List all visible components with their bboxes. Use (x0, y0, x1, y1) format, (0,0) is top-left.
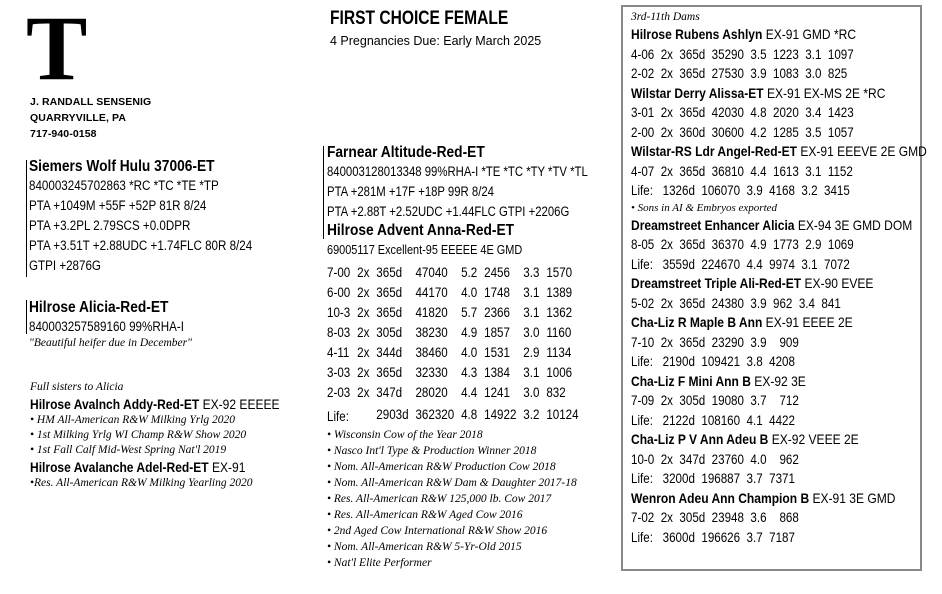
consignor-name: J. RANDALL SENSENIG (30, 96, 152, 108)
pedigree-dam-name-row (631, 216, 913, 236)
pedigree-record-line: Life: 3600d 196626 3.7 7187 (631, 529, 795, 545)
honor-item: • 2nd Aged Cow International R&W Show 2016 (327, 525, 548, 537)
pedigree-record-line: Life: 2190d 109421 3.8 4208 (631, 354, 795, 369)
table-cell: 2.9 (523, 345, 540, 360)
pedigree-dam-class: EX-92 VEEE 2E (768, 431, 859, 447)
divider (26, 300, 27, 334)
pedigree-dam-name-row (631, 430, 876, 450)
honor-item: • Res. All-American R&W Aged Cow 2016 (327, 509, 523, 521)
table-cell: 41820 (415, 305, 448, 320)
sister-note: • 1st Milking Yrlg WI Champ R&W Show 2020 (30, 429, 247, 441)
table-cell: 305d (376, 325, 403, 340)
table-cell: 6-00 (327, 285, 351, 300)
table-cell: 8-03 (327, 325, 351, 340)
pedigree-dam-name-row (631, 25, 876, 45)
pedigree-record-line: 7-09 2x 305d 19080 3.7 712 (631, 393, 799, 408)
pedigree-dam-class: EX-94 3E GMD DOM (794, 216, 913, 233)
consignor-town: QUARRYVILLE, PA (30, 112, 127, 124)
table-cell: 2-03 (327, 385, 351, 400)
table-cell: 2x (357, 305, 370, 320)
table-cell: 365d (376, 365, 403, 380)
pedigree-dam-name-row (631, 489, 896, 509)
pedigree-dam-class: EX-91 3E GMD (809, 489, 896, 506)
table-cell: 2x (357, 265, 370, 280)
lifetime-row (327, 403, 585, 427)
pedigree-dam-name-row (631, 313, 876, 333)
table-cell: 10124 (546, 407, 579, 422)
honor-item: • Nom. All-American R&W Dam & Daughter 2017-18 (327, 477, 577, 489)
sister-name-row (30, 458, 280, 476)
table-cell: 365d (376, 305, 403, 320)
pedigree-record-line: 2-02 2x 365d 27530 3.9 1083 3.0 825 (631, 66, 848, 81)
honor-item: • Nom. All-American R&W Production Cow 2018 (327, 461, 556, 473)
table-row (327, 263, 585, 283)
sister-name: Hilrose Avalanche Adel-Red-ET (30, 459, 209, 475)
pedigree-record-line: 8-05 2x 365d 36370 4.9 1773 2.9 1069 (631, 237, 854, 252)
table-cell: 38460 (415, 345, 448, 360)
table-cell: 4.3 (461, 365, 478, 380)
table-cell: 4.0 (461, 285, 478, 300)
table-cell: 3.0 (523, 325, 540, 340)
table-cell: 1570 (546, 265, 573, 280)
divider (26, 160, 27, 277)
dam-records (327, 263, 594, 427)
sire-name: Siemers Wolf Hulu 37006-ET (29, 158, 215, 175)
pedigree-list (631, 10, 927, 547)
table-cell: 1531 (484, 345, 510, 360)
logo-letter: T (26, 0, 88, 99)
table-cell: 1160 (546, 325, 572, 340)
female-id: 840003257589160 99%RHA-I (29, 319, 184, 334)
table-cell: 3.1 (523, 365, 540, 380)
table-cell: 2x (357, 345, 370, 360)
sister-class: EX-91 (208, 459, 246, 475)
sire-line: PTA +3.2PL 2.79SCS +0.0DPR (29, 218, 191, 233)
female-block (29, 299, 209, 349)
maternal-sire-name: Farnear Altitude-Red-ET (327, 144, 485, 161)
pedigree-dam-name: Dreamstreet Triple Ali-Red-ET (631, 275, 802, 291)
sister-note: • 1st Fall Calf Mid-West Spring Nat'l 2019 (30, 444, 227, 456)
table-row (327, 363, 585, 383)
table-cell: 5.7 (461, 305, 478, 320)
pedigree-record-line: 5-02 2x 365d 24380 3.9 962 3.4 841 (631, 295, 841, 311)
pedigree-record-line: 3-01 2x 365d 42030 4.8 2020 3.4 1423 (631, 105, 854, 120)
pedigree-dam-name-row (631, 142, 927, 162)
dam-name: Hilrose Advent Anna-Red-ET (327, 222, 515, 239)
pedigree-dam-name: Cha-Liz F Mini Ann B (631, 372, 751, 389)
sister-note: • HM All-American R&W Milking Yrlg 2020 (30, 414, 236, 426)
pedigree-record-line: Life: 1326d 106070 3.9 4168 3.2 3415 (631, 183, 850, 198)
table-cell: 365d (376, 285, 403, 300)
pedigree-record-line: Life: 2122d 108160 4.1 4422 (631, 412, 795, 428)
pedigree-note: • Sons in AI & Embryos exported (631, 201, 778, 214)
table-cell: 3.2 (523, 407, 540, 422)
pedigree-record-line: Life: 3200d 196887 3.7 7371 (631, 471, 795, 486)
sister-name-row (30, 395, 280, 413)
maternal-sire-line: 840003128013348 99%RHA-I *TE *TC *TY *TV *TL (327, 164, 588, 179)
honor-item: • Wisconsin Cow of the Year 2018 (327, 429, 483, 441)
table-cell: 10-3 (327, 305, 351, 320)
table-cell: 832 (546, 385, 566, 400)
sire-block (29, 158, 289, 276)
honor-item: • Nat'l Elite Performer (327, 557, 432, 569)
table-cell: 2x (357, 385, 370, 400)
pedigree-record-line: Life: 3559d 224670 4.4 9974 3.1 7072 (631, 256, 850, 272)
pedigree-dam-class: EX-91 GMD *RC (762, 26, 857, 42)
table-cell: 38230 (415, 325, 448, 340)
consignor-phone: 717-940-0158 (30, 128, 97, 140)
table-cell: 3.1 (523, 285, 540, 300)
sisters-heading: Full sisters to Alicia (30, 381, 124, 393)
table-cell: 4.8 (461, 407, 478, 422)
table-row (327, 343, 585, 363)
dam-id: 69005117 Excellent-95 EEEEE 4E GMD (327, 242, 523, 257)
table-cell: 1857 (484, 325, 510, 340)
sister-class: EX-92 EEEEE (199, 396, 280, 412)
table-cell: 2456 (484, 265, 510, 280)
honor-item: • Res. All-American R&W 125,000 lb. Cow 2017 (327, 493, 552, 505)
table-cell: 344d (376, 345, 403, 360)
table-cell: 14922 (484, 407, 517, 422)
table-cell: 347d (376, 385, 403, 400)
table-cell: 1748 (484, 285, 510, 300)
sire-line: PTA +3.51T +2.88UDC +1.74FLC 80R 8/24 (29, 238, 253, 253)
pedigree-record-line: 7-10 2x 365d 23290 3.9 909 (631, 334, 799, 350)
table-row (327, 303, 585, 323)
table-row (327, 383, 585, 403)
female-name: Hilrose Alicia-Red-ET (29, 299, 169, 316)
table-cell: 2x (357, 365, 370, 380)
table-cell: 1241 (484, 385, 510, 400)
table-row (327, 323, 585, 343)
table-cell: 1134 (546, 345, 572, 360)
table-cell: Life: (327, 409, 349, 424)
table-cell: 4.0 (461, 345, 478, 360)
records-table (327, 263, 585, 427)
pedigree-record-line: 4-06 2x 365d 35290 3.5 1223 3.1 1097 (631, 46, 854, 62)
pedigree-dam-name: Wilstar-RS Ldr Angel-Red-ET (631, 143, 798, 159)
table-cell: 2x (357, 325, 370, 340)
sister-note: •Res. All-American R&W Milking Yearling 2020 (30, 477, 253, 489)
female-note: "Beautiful heifer due in December" (29, 337, 192, 349)
table-cell: 1362 (546, 305, 573, 320)
dam-honors (327, 427, 637, 571)
pedigree-dam-class: EX-91 EEEVE 2E GMD (797, 143, 927, 159)
table-cell: 32330 (415, 365, 448, 380)
pedigree-dam-name: Wenron Adeu Ann Champion B (631, 489, 810, 506)
table-cell: 7-00 (327, 265, 351, 280)
table-cell: 2366 (484, 305, 510, 320)
table-row (327, 283, 585, 303)
maternal-sire-line: PTA +2.88T +2.52UDC +1.44FLC GTPI +2206G (327, 204, 570, 219)
pedigree-dam-class: EX-90 EVEE (801, 275, 874, 291)
pedigree-record-line: 7-02 2x 305d 23948 3.6 868 (631, 510, 799, 525)
table-cell: 3.1 (523, 305, 540, 320)
table-cell: 3.0 (523, 385, 540, 400)
pedigree-dam-class: EX-92 3E (750, 372, 806, 389)
pedigree-dam-name: Wilstar Derry Alissa-ET (631, 84, 764, 101)
pedigree-dam-name: Hilrose Rubens Ashlyn (631, 26, 763, 42)
pedigree-dam-name-row (631, 84, 886, 104)
table-cell: 362320 (415, 407, 455, 422)
pedigree-dam-name: Dreamstreet Enhancer Alicia (631, 216, 795, 233)
table-cell: 4-11 (327, 345, 350, 360)
dam-block (327, 144, 637, 571)
table-cell: 1384 (484, 365, 510, 380)
table-cell: 1006 (546, 365, 573, 380)
sire-line: GTPI +2876G (29, 258, 101, 273)
table-cell: 4.9 (461, 325, 478, 340)
table-cell: 28020 (415, 385, 448, 400)
pedigree-heading: 3rd-11th Dams (631, 11, 700, 23)
page-title: FIRST CHOICE FEMALE (330, 8, 509, 29)
divider (323, 146, 324, 239)
table-cell: 4.4 (461, 385, 478, 400)
pedigree-dam-name-row (631, 372, 876, 392)
page-subtitle: 4 Pregnancies Due: Early March 2025 (330, 34, 542, 48)
pedigree-record-line: 4-07 2x 365d 36810 4.4 1613 3.1 1152 (631, 163, 853, 179)
table-cell: 3.3 (523, 265, 540, 280)
table-cell: 2x (357, 285, 370, 300)
pedigree-dam-name-row (631, 274, 876, 294)
table-cell: 1389 (546, 285, 573, 300)
pedigree-dam-name: Cha-Liz P V Ann Adeu B (631, 431, 769, 447)
pedigree-dam-class: EX-91 EEEE 2E (762, 314, 853, 330)
pedigree-dam-class: EX-91 EX-MS 2E *RC (763, 84, 886, 101)
sire-line: 840003245702863 *RC *TC *TE *TP (29, 178, 219, 193)
table-cell: 365d (376, 265, 403, 280)
sister-name: Hilrose Avalnch Addy-Red-ET (30, 396, 200, 412)
pedigree-record-line: 10-0 2x 347d 23760 4.0 962 (631, 451, 799, 467)
pedigree-dam-name: Cha-Liz R Maple B Ann (631, 314, 763, 330)
honor-item: • Nom. All-American R&W 5-Yr-Old 2015 (327, 541, 522, 553)
pedigree-record-line: 2-00 2x 360d 30600 4.2 1285 3.5 1057 (631, 124, 854, 140)
table-cell: 3-03 (327, 365, 351, 380)
table-cell: 44170 (415, 285, 448, 300)
sire-line: PTA +1049M +55F +52P 81R 8/24 (29, 198, 207, 213)
table-cell: 5.2 (461, 265, 478, 280)
maternal-sire-line: PTA +281M +17F +18P 99R 8/24 (327, 184, 494, 199)
table-cell: 47040 (415, 265, 448, 280)
honor-item: • Nasco Int'l Type & Production Winner 2018 (327, 445, 537, 457)
table-cell: 2903d (376, 407, 409, 422)
sisters-block (30, 380, 320, 491)
